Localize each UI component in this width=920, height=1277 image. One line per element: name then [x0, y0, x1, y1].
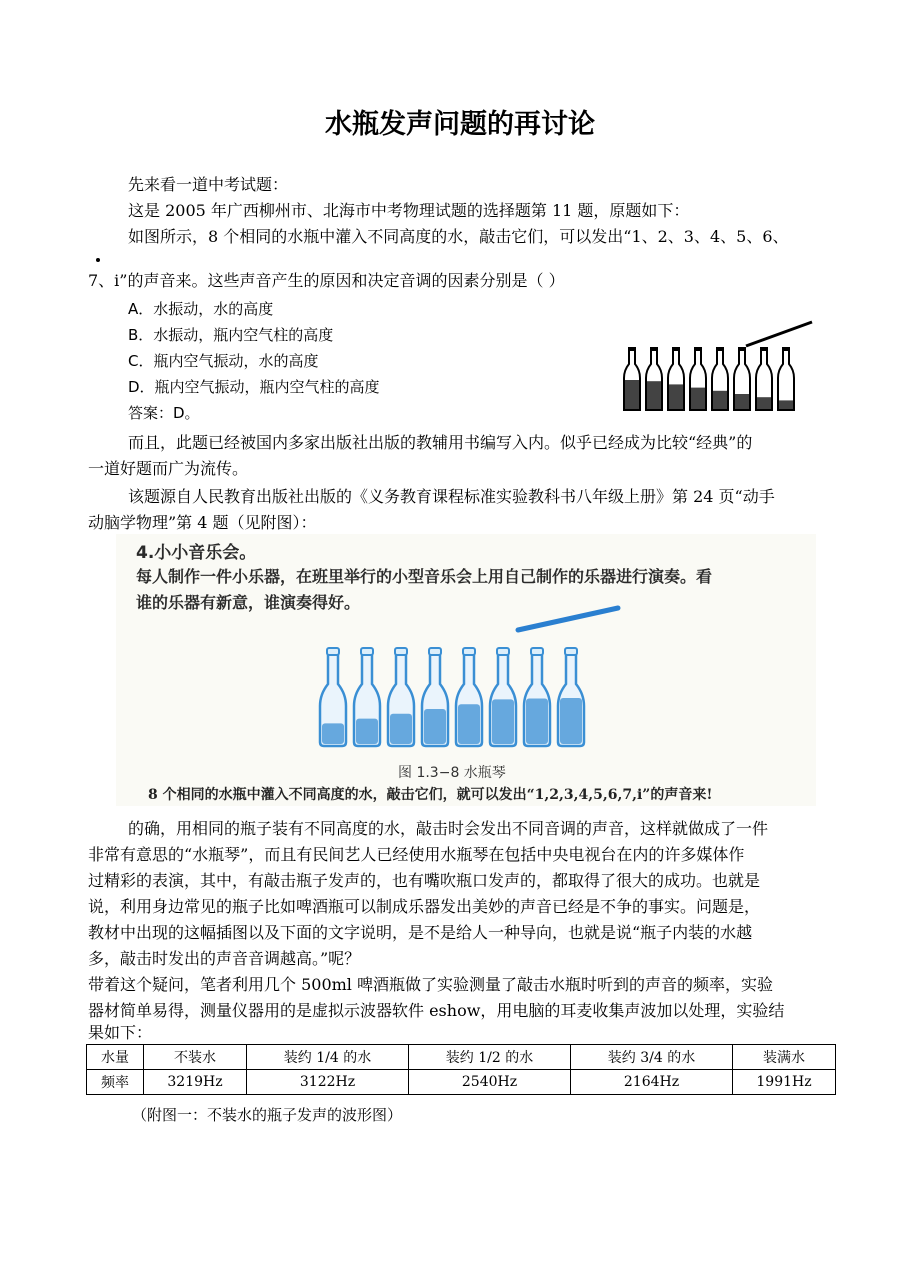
table-cell: 装约 1/4 的水 — [246, 1045, 408, 1070]
table-header-row — [87, 1045, 836, 1070]
page-title: 水瓶发声问题的再讨论 — [325, 109, 595, 140]
para4-line-6: 多，敲击时发出的声音音调越高。”呢？ — [88, 949, 361, 968]
table-row — [87, 1070, 836, 1095]
para5-line-2: 器材简单易得，测量仪器用的是虚拟示波器软件 eshow，用电脑的耳麦收集声波加以处理，实验结 — [88, 1001, 785, 1020]
blue-bottle-water — [458, 704, 480, 744]
blue-bottle-cap — [395, 648, 407, 655]
table-cell: 不装水 — [144, 1045, 247, 1070]
blue-bottle-cap — [361, 648, 373, 655]
textbook-heading: 4.小小音乐会。 — [136, 543, 257, 563]
para2-line-2: 一道好题而广为流传。 — [88, 459, 249, 478]
table-cell: 2540Hz — [408, 1070, 570, 1095]
table-cell: 装约 3/4 的水 — [570, 1045, 732, 1070]
textbook-text-2: 谁的乐器有新意，谁演奏得好。 — [136, 593, 361, 612]
blue-bottle-water — [390, 714, 412, 744]
bottle-cap — [672, 347, 680, 351]
blue-bottle-water — [356, 719, 378, 744]
para2-line-1: 而且，此题已经被国内多家出版社出版的教辅用书编写入内。似乎已经成为比较“经典”的 — [128, 433, 753, 452]
bottle-water — [669, 384, 683, 409]
bottle-cap — [760, 347, 768, 351]
blue-bottle-cap — [429, 648, 441, 655]
bottle-cap — [694, 347, 702, 351]
para4-line-5: 教材中出现的这幅插图以及下面的文字说明，是不是给人一种导向，也就是说“瓶子内装的水越 — [88, 923, 753, 942]
blue-bottle-group — [320, 648, 584, 746]
table-cell: 频率 — [87, 1070, 144, 1095]
question-bottle-group — [624, 347, 794, 410]
blue-bottle-cap — [565, 648, 577, 655]
table-cell: 水量 — [87, 1045, 144, 1070]
bottle-water — [647, 381, 661, 409]
para4-line-2: 非常有意思的“水瓶琴”，而且有民间艺人已经使用水瓶琴在包括中央电视台在内的许多媒体作 — [88, 845, 745, 864]
para4-line-4: 说，利用身边常见的瓶子比如啤酒瓶可以制成乐器发出美妙的声音已经是不争的事实。问题是， — [88, 897, 761, 916]
high-note-dot — [96, 258, 100, 262]
textbook-bottom-text: 8 个相同的水瓶中灌入不同高度的水，敲击它们，就可以发出“1,2,3,4,5,6,7,i”的声音来! — [148, 787, 713, 803]
option-d: D．瓶内空气振动，瓶内空气柱的高度 — [128, 378, 380, 396]
blue-bottle-water — [322, 723, 344, 744]
table-cell: 3219Hz — [144, 1070, 247, 1095]
bottle-cap — [716, 347, 724, 351]
blue-bottle-water — [424, 709, 446, 744]
bottle-water — [735, 394, 749, 409]
blue-bottle-cap — [327, 648, 339, 655]
question-line-1: 如图所示，8 个相同的水瓶中灌入不同高度的水，敲击它们，可以发出“1、2、3、4、5、6、 — [128, 227, 789, 246]
option-b: B．水振动，瓶内空气柱的高度 — [128, 326, 334, 344]
bottle-cap — [628, 347, 636, 351]
table-cell: 装满水 — [732, 1045, 835, 1070]
blue-bottle-cap — [463, 648, 475, 655]
blue-bottle-cap — [531, 648, 543, 655]
table-cell: 1991Hz — [732, 1070, 835, 1095]
para4-line-3: 过精彩的表演，其中，有敲击瓶子发声的，也有嘴吹瓶口发声的，都取得了很大的成功。也就是 — [88, 871, 761, 890]
blue-bottle-water — [492, 699, 514, 744]
frequency-table — [86, 1044, 836, 1095]
figure-caption: 图 1.3−8 水瓶琴 — [398, 765, 506, 781]
bottle-water — [779, 400, 793, 409]
para3-line-1: 该题源自人民教育出版社出版的《义务教育课程标准实验教科书八年级上册》第 24 页“动手 — [128, 487, 775, 506]
appendix-caption: （附图一：不装水的瓶子发声的波形图） — [132, 1106, 403, 1124]
bottle-water — [757, 397, 771, 409]
question-bottles-figure — [616, 316, 816, 416]
question-line-2: 7、i”的声音来。这些声音产生的原因和决定音调的因素分别是（ ） — [88, 271, 565, 290]
blue-bottle-water — [560, 698, 582, 744]
bottle-water — [691, 388, 705, 409]
option-c: C．瓶内空气振动，水的高度 — [128, 352, 319, 370]
table-cell: 2164Hz — [570, 1070, 732, 1095]
blue-bottle-water — [526, 698, 548, 744]
para5-line-1: 带着这个疑问，笔者利用几个 500ml 啤酒瓶做了实验测量了敲击水瓶时听到的声音的频率，实验 — [88, 975, 774, 994]
table-cell: 装约 1/2 的水 — [408, 1045, 570, 1070]
water-bottle-xylophone — [116, 534, 816, 774]
para4-line-1: 的确，用相同的瓶子装有不同高度的水，敲击时会发出不同音调的声音，这样就做成了一件 — [128, 819, 769, 838]
bottle-cap — [650, 347, 658, 351]
para3-line-2: 动脑学物理”第 4 题（见附图）： — [88, 513, 317, 532]
bottle-water — [625, 380, 639, 409]
striking-stick — [746, 322, 812, 346]
textbook-figure — [116, 534, 816, 806]
textbook-text-1: 每人制作一件小乐器，在班里举行的小型音乐会上用自己制作的乐器进行演奏。看 — [136, 567, 713, 586]
bottle-cap — [782, 347, 790, 351]
option-a: A．水振动，水的高度 — [128, 300, 274, 318]
intro-line-2: 这是 2005 年广西柳州市、北海市中考物理试题的选择题第 11 题，原题如下： — [128, 201, 690, 220]
blue-stick — [518, 608, 618, 630]
answer: 答案：D。 — [128, 404, 200, 422]
bottle-cap — [738, 347, 746, 351]
table-cell: 3122Hz — [246, 1070, 408, 1095]
bottle-water — [713, 391, 727, 409]
blue-bottle-cap — [497, 648, 509, 655]
para5-line-3: 果如下： — [88, 1023, 153, 1042]
intro-line-1: 先来看一道中考试题： — [128, 175, 289, 194]
